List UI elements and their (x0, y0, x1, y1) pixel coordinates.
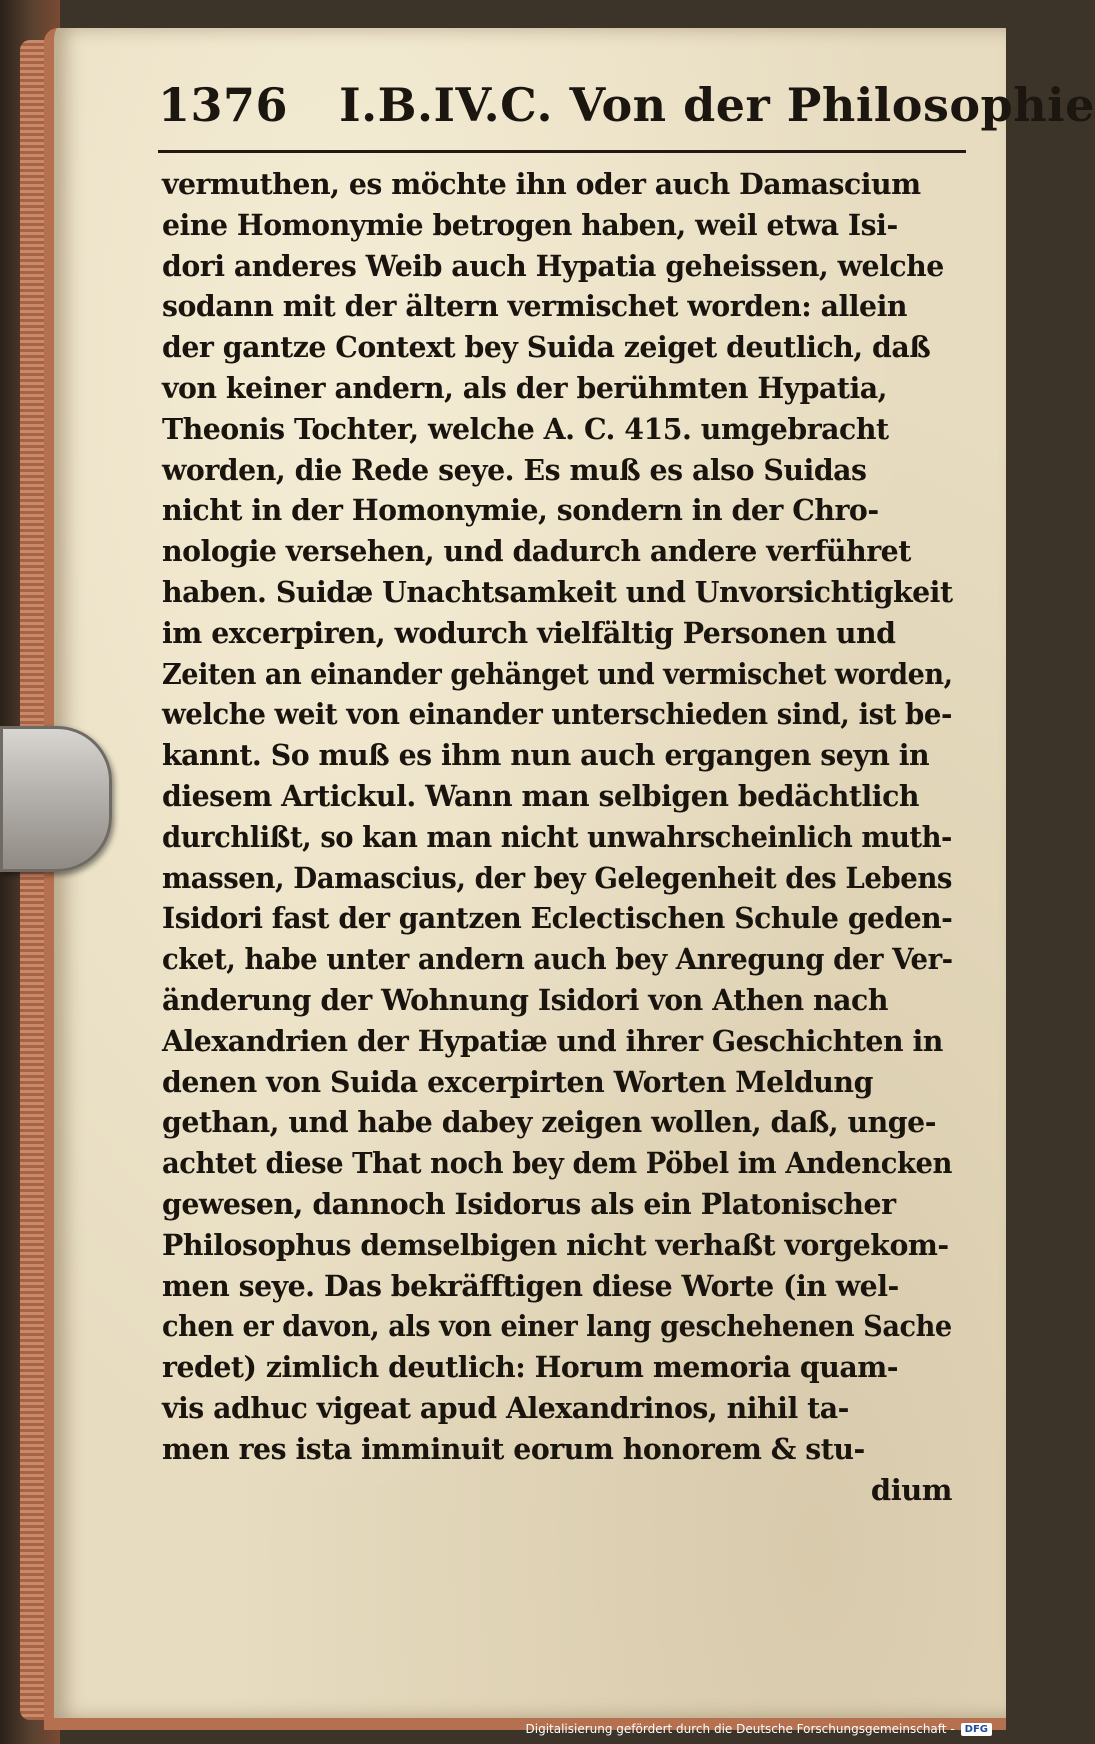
text-line: denen von Suida excerpirten Worten Meldung (162, 1064, 873, 1099)
text-line: eine Homonymie betrogen haben, weil etwa Isi- (162, 207, 898, 242)
running-head: I.B.IV.C. Von der Philosophie (339, 78, 1095, 132)
text-line: men seye. Das bekräfftigen diese Worte (in wel- (162, 1268, 899, 1303)
credit-text: Digitalisierung gefördert durch die Deutsche Forschungsgemeinschaft - (525, 1722, 955, 1736)
catchword: dium (870, 1472, 952, 1507)
text-line: sodann mit der ältern vermischet worden: allein (162, 289, 908, 324)
text-line: haben. Suidæ Unachtsamkeit und Unvorsichtigkeit (162, 574, 953, 609)
text-line: änderung der Wohnung Isidori von Athen nach (162, 982, 888, 1017)
text-line: cket, habe unter andern auch bey Anregung der Ver- (162, 942, 953, 977)
text-line: dori anderes Weib auch Hypatia geheissen, welche (162, 248, 944, 283)
text-line: im excerpiren, wodurch vielfältig Personen und (162, 615, 896, 650)
text-line: Isidori fast der gantzen Eclectischen Schule geden- (162, 901, 953, 936)
metal-page-clip (0, 726, 112, 872)
text-line: Alexandrien der Hypatiæ und ihrer Geschichten in (162, 1023, 943, 1058)
text-line: nicht in der Homonymie, sondern in der Chro- (162, 493, 879, 528)
text-line: redet) zimlich deutlich: Horum memoria quam- (162, 1350, 899, 1385)
text-line: von keiner andern, als der berühmten Hypatia, (162, 370, 888, 405)
text-line: welche weit von einander unterschieden sind, ist be- (162, 697, 952, 732)
text-line: achtet diese That noch bey dem Pöbel im Andencken (162, 1146, 952, 1181)
text-line: Theonis Tochter, welche A. C. 415. umgebracht (162, 411, 889, 446)
text-line: vermuthen, es möchte ihn oder auch Damascium (162, 167, 921, 201)
text-line: gethan, und habe dabey zeigen wollen, daß, unge- (162, 1105, 936, 1140)
body-text (162, 164, 970, 1510)
text-line: der gantze Context bey Suida zeiget deutlich, daß (162, 330, 931, 365)
text-line: Zeiten an einander gehänget und vermischet worden, (162, 656, 953, 691)
text-line: nologie versehen, und dadurch andere verführet (162, 534, 911, 569)
text-line: chen er davon, als von einer lang geschehenen Sache (162, 1309, 952, 1344)
text-line: kannt. So muß es ihm nun auch ergangen seyn in (162, 738, 930, 773)
text-line: men res ista imminuit eorum honorem & stu- (162, 1431, 865, 1466)
text-line: massen, Damascius, der bey Gelegenheit des Lebens (162, 860, 952, 895)
text-line: gewesen, dannoch Isidorus als ein Platonischer (162, 1186, 896, 1221)
text-line: durchlißt, so kan man nicht unwahrscheinlich muth- (162, 819, 952, 854)
page-number: 1376 (158, 78, 289, 132)
dfg-logo-icon: DFG (961, 1723, 992, 1736)
text-line: worden, die Rede seye. Es muß es also Suidas (162, 452, 867, 487)
text-line: vis adhuc vigeat apud Alexandrinos, nihil ta- (162, 1390, 849, 1425)
text-line: diesem Artickul. Wann man selbigen bedächtlich (162, 778, 919, 813)
header-rule (158, 150, 966, 153)
digitization-credit (526, 1718, 993, 1740)
text-line: Philosophus demselbigen nicht verhaßt vorgekom- (162, 1227, 949, 1262)
page-header (158, 78, 1095, 142)
